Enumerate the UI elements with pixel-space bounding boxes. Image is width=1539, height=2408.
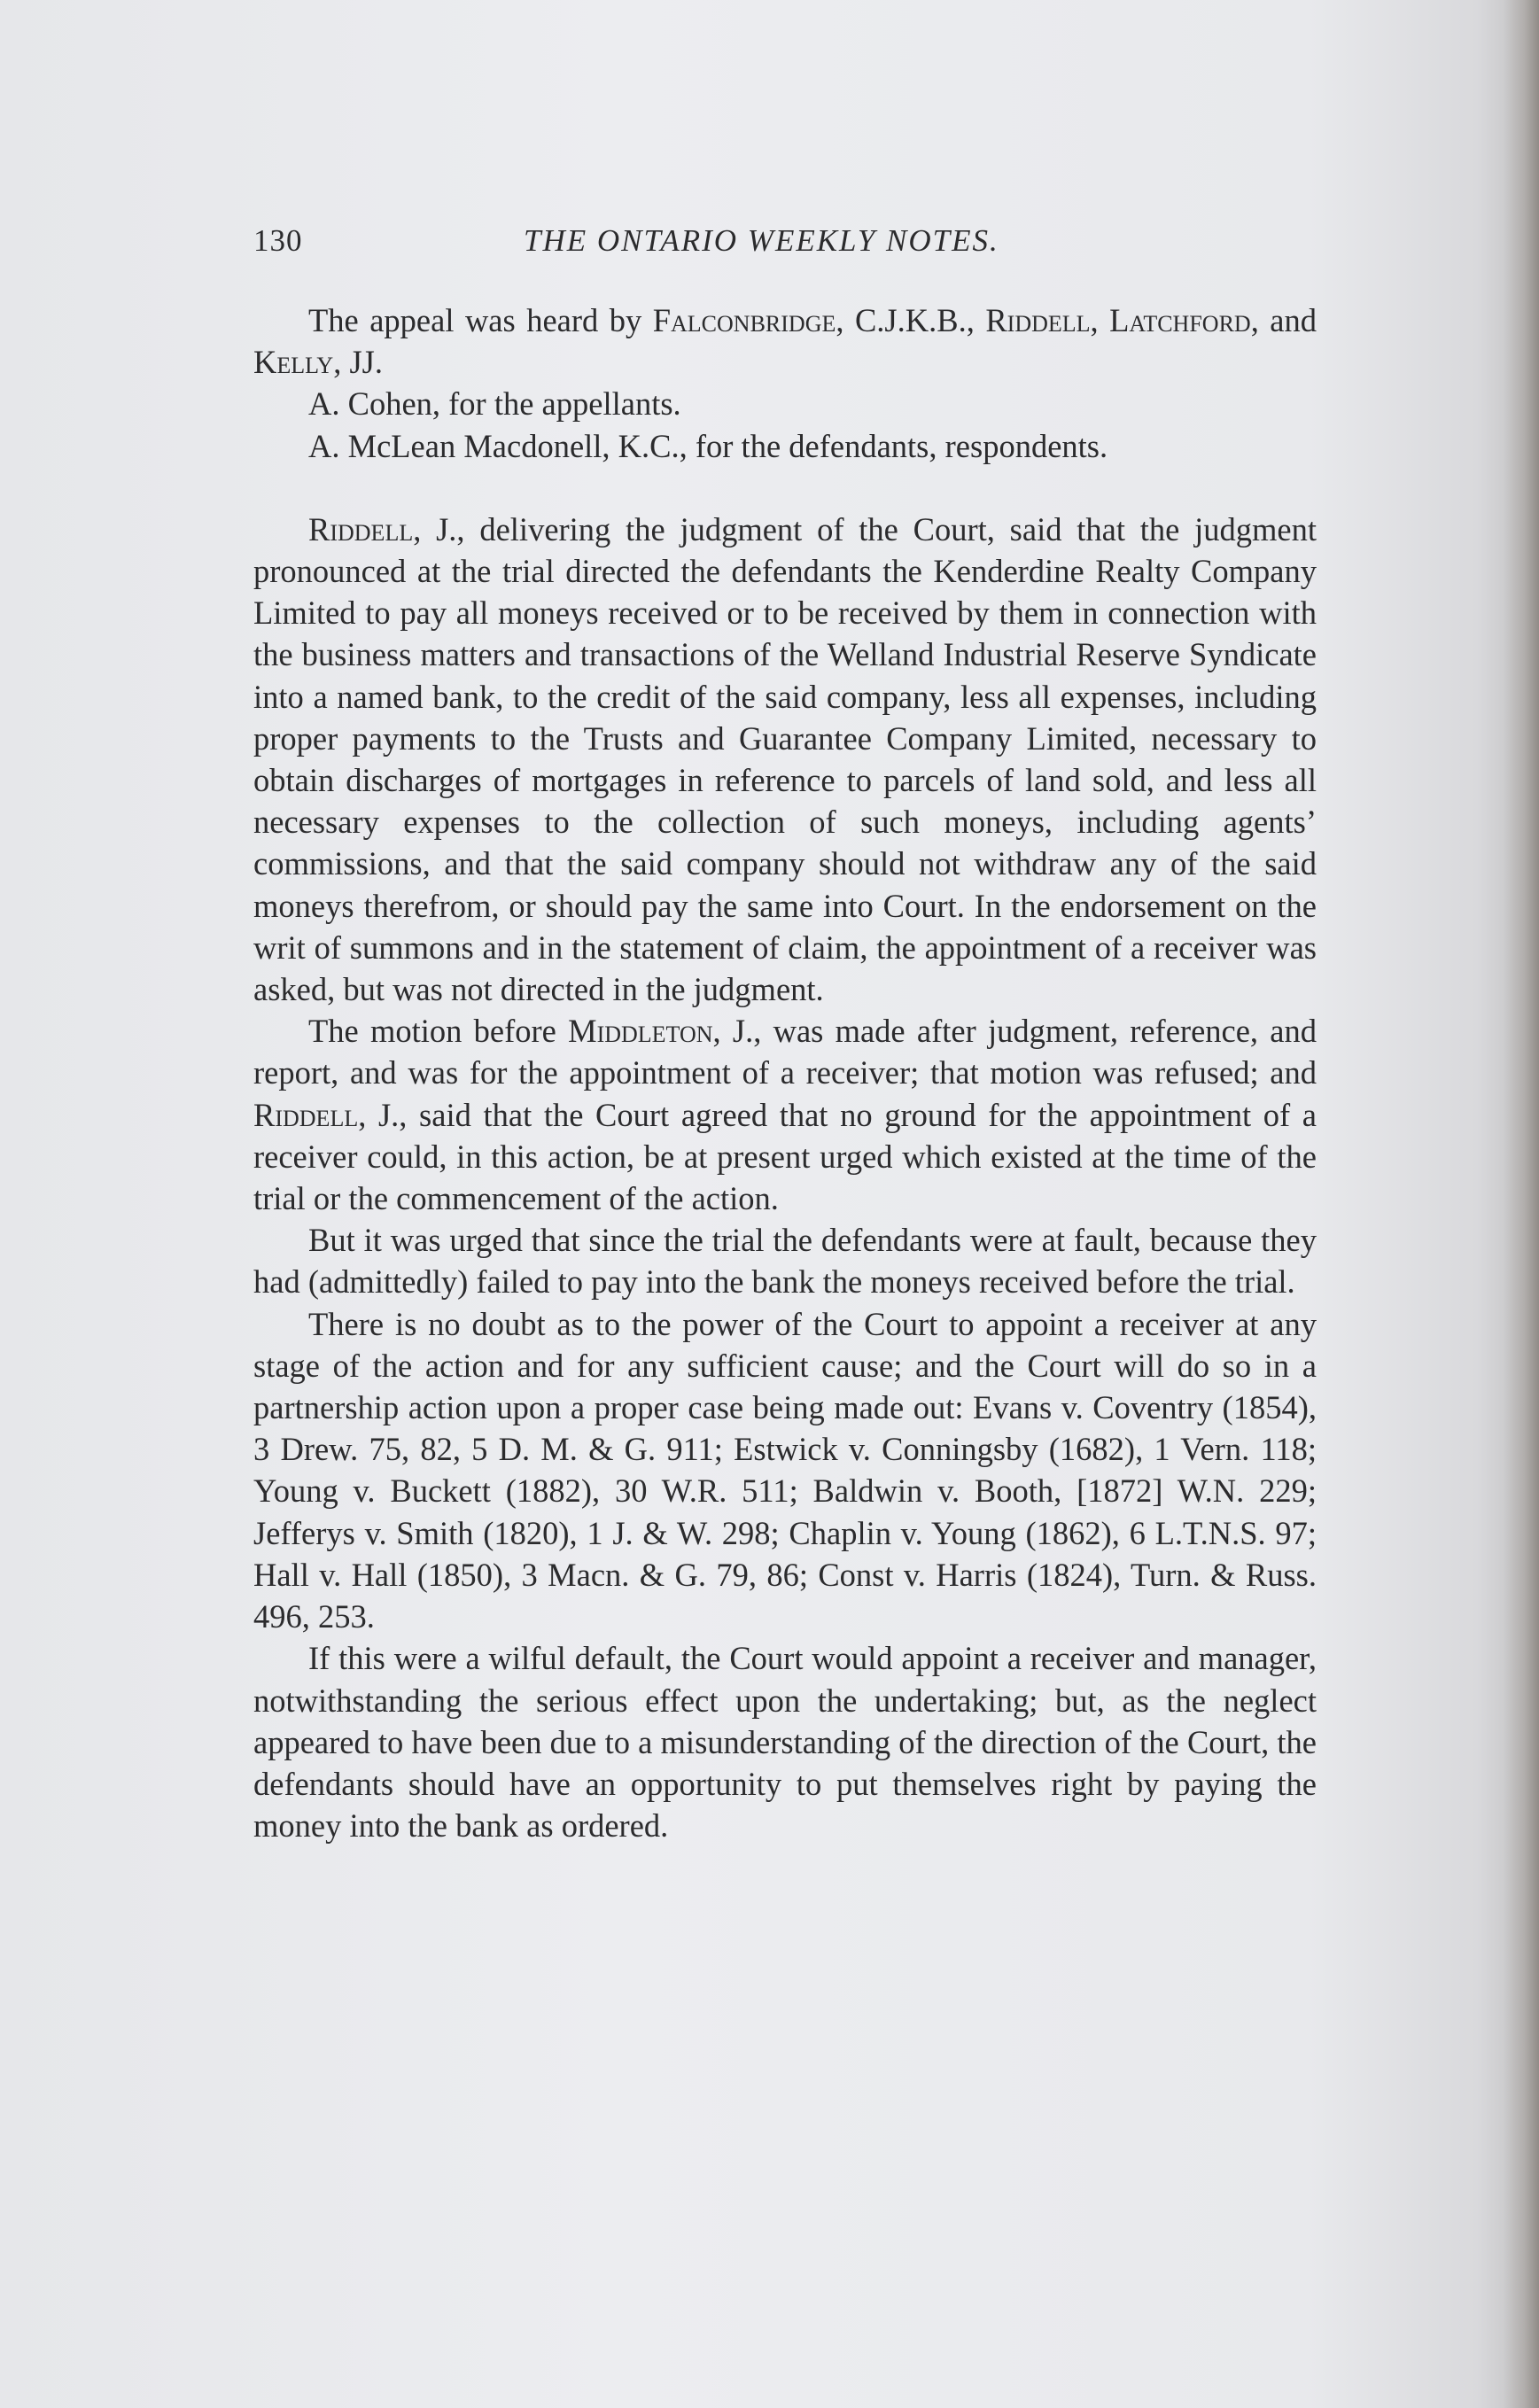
paragraph-text: , J., delivering the judgment of the Court, said that the judgment pronounced at the trial directed the defendants the Kenderdine Realty Company Limited to pay all moneys received or to be received by them in connection with the business matters and transactions of the Welland Industrial Reserve Syndicate into a named bank, to the credit of the said company, less all expenses, including proper payments to the Trusts and Guarantee Company Limited, necessary to obtain discharges of mortgages in reference to parcels of land sold, and less all necessary expenses to the collection of such moneys, including agents’ commissions, and that the said company should not withdraw any of the said moneys therefrom, or should pay the same into Court. In the endorsement on the writ of summons and in the statement of claim, the appointment of a receiver was asked, but was not directed in the judgment. (253, 510, 1317, 1008)
judgment-paragraph-1 (253, 509, 1317, 1010)
paragraph-text: , J., said that the Court agreed that no ground for the appointment of a receiver could, in this action, be at present urged which existed at the time of the trial or the commencement of the action. (253, 1096, 1317, 1217)
heard-text: , C.J.K.B., (836, 302, 986, 338)
judge-name: Kelly (253, 344, 334, 381)
counsel-respondents: A. McLean Macdonell, K.C., for the defendants, respondents. (308, 427, 1108, 464)
page-number: 130 (253, 223, 303, 258)
heard-text: , (1090, 302, 1110, 338)
counsel-appellants: A. Cohen, for the appellants. (308, 385, 681, 423)
judge-name: Riddell (985, 302, 1091, 338)
running-title: THE ONTARIO WEEKLY NOTES. (524, 223, 999, 258)
judgment-paragraph-2 (253, 1010, 1317, 1219)
judgment-paragraph-4: There is no doubt as to the power of the Court to appoint a receiver at any stage of the action and for any sufficient cause; and the Court will do so in a partnership action upon a proper case being made out: Evans v. Coventry (1854), 3 Drew. 75, 82, 5 D. M. & G. 911; Estwick v. Conningsby (1682), 1 Vern. 118; Young v. Buckett (1882), 30 W.R. 511; Baldwin v. Booth, [1872] W.N. 229; Jefferys v. Smith (1820), 1 J. & W. 298; Chaplin v. Young (1862), 6 L.T.N.S. 97; Hall v. Hall (1850), 3 Macn. & G. 79, 86; Const v. Harris (1824), Turn. & Russ. 496, 253. (253, 1305, 1317, 1635)
judgment-paragraph-5: If this were a wilful default, the Court would appoint a receiver and manager, notwithstanding the serious effect upon the undertaking; but, as the neglect appeared to have been due to a misunderstanding of the direction of the Court, the defendants should have an opportunity to put themselves right by paying the money into the bank as ordered. (253, 1640, 1317, 1845)
heard-text: The appeal was heard by (308, 302, 653, 338)
judge-name: Middleton (568, 1013, 713, 1050)
heard-paragraph (253, 299, 1317, 383)
judge-name: Latchford (1109, 302, 1251, 338)
judge-name: Falconbridge (652, 302, 836, 338)
heard-text: , JJ. (333, 344, 383, 381)
body-text (253, 299, 1317, 1846)
paragraph-text: , J., was made after judgment, reference, and report, and was for the appointment of a receiver; that motion was refused; and (253, 1013, 1317, 1091)
heard-text: , and (1250, 302, 1317, 338)
paragraph-text: The motion before (308, 1013, 569, 1050)
page-spine-shadow (1504, 0, 1539, 2408)
judge-name: Riddell (308, 510, 414, 548)
page-header (253, 223, 1325, 268)
judgment-paragraph-3: But it was urged that since the trial the defendants were at fault, because they had (admittedly) failed to pay into the bank the moneys received before the trial. (253, 1222, 1317, 1301)
judge-name: Riddell (253, 1096, 359, 1133)
